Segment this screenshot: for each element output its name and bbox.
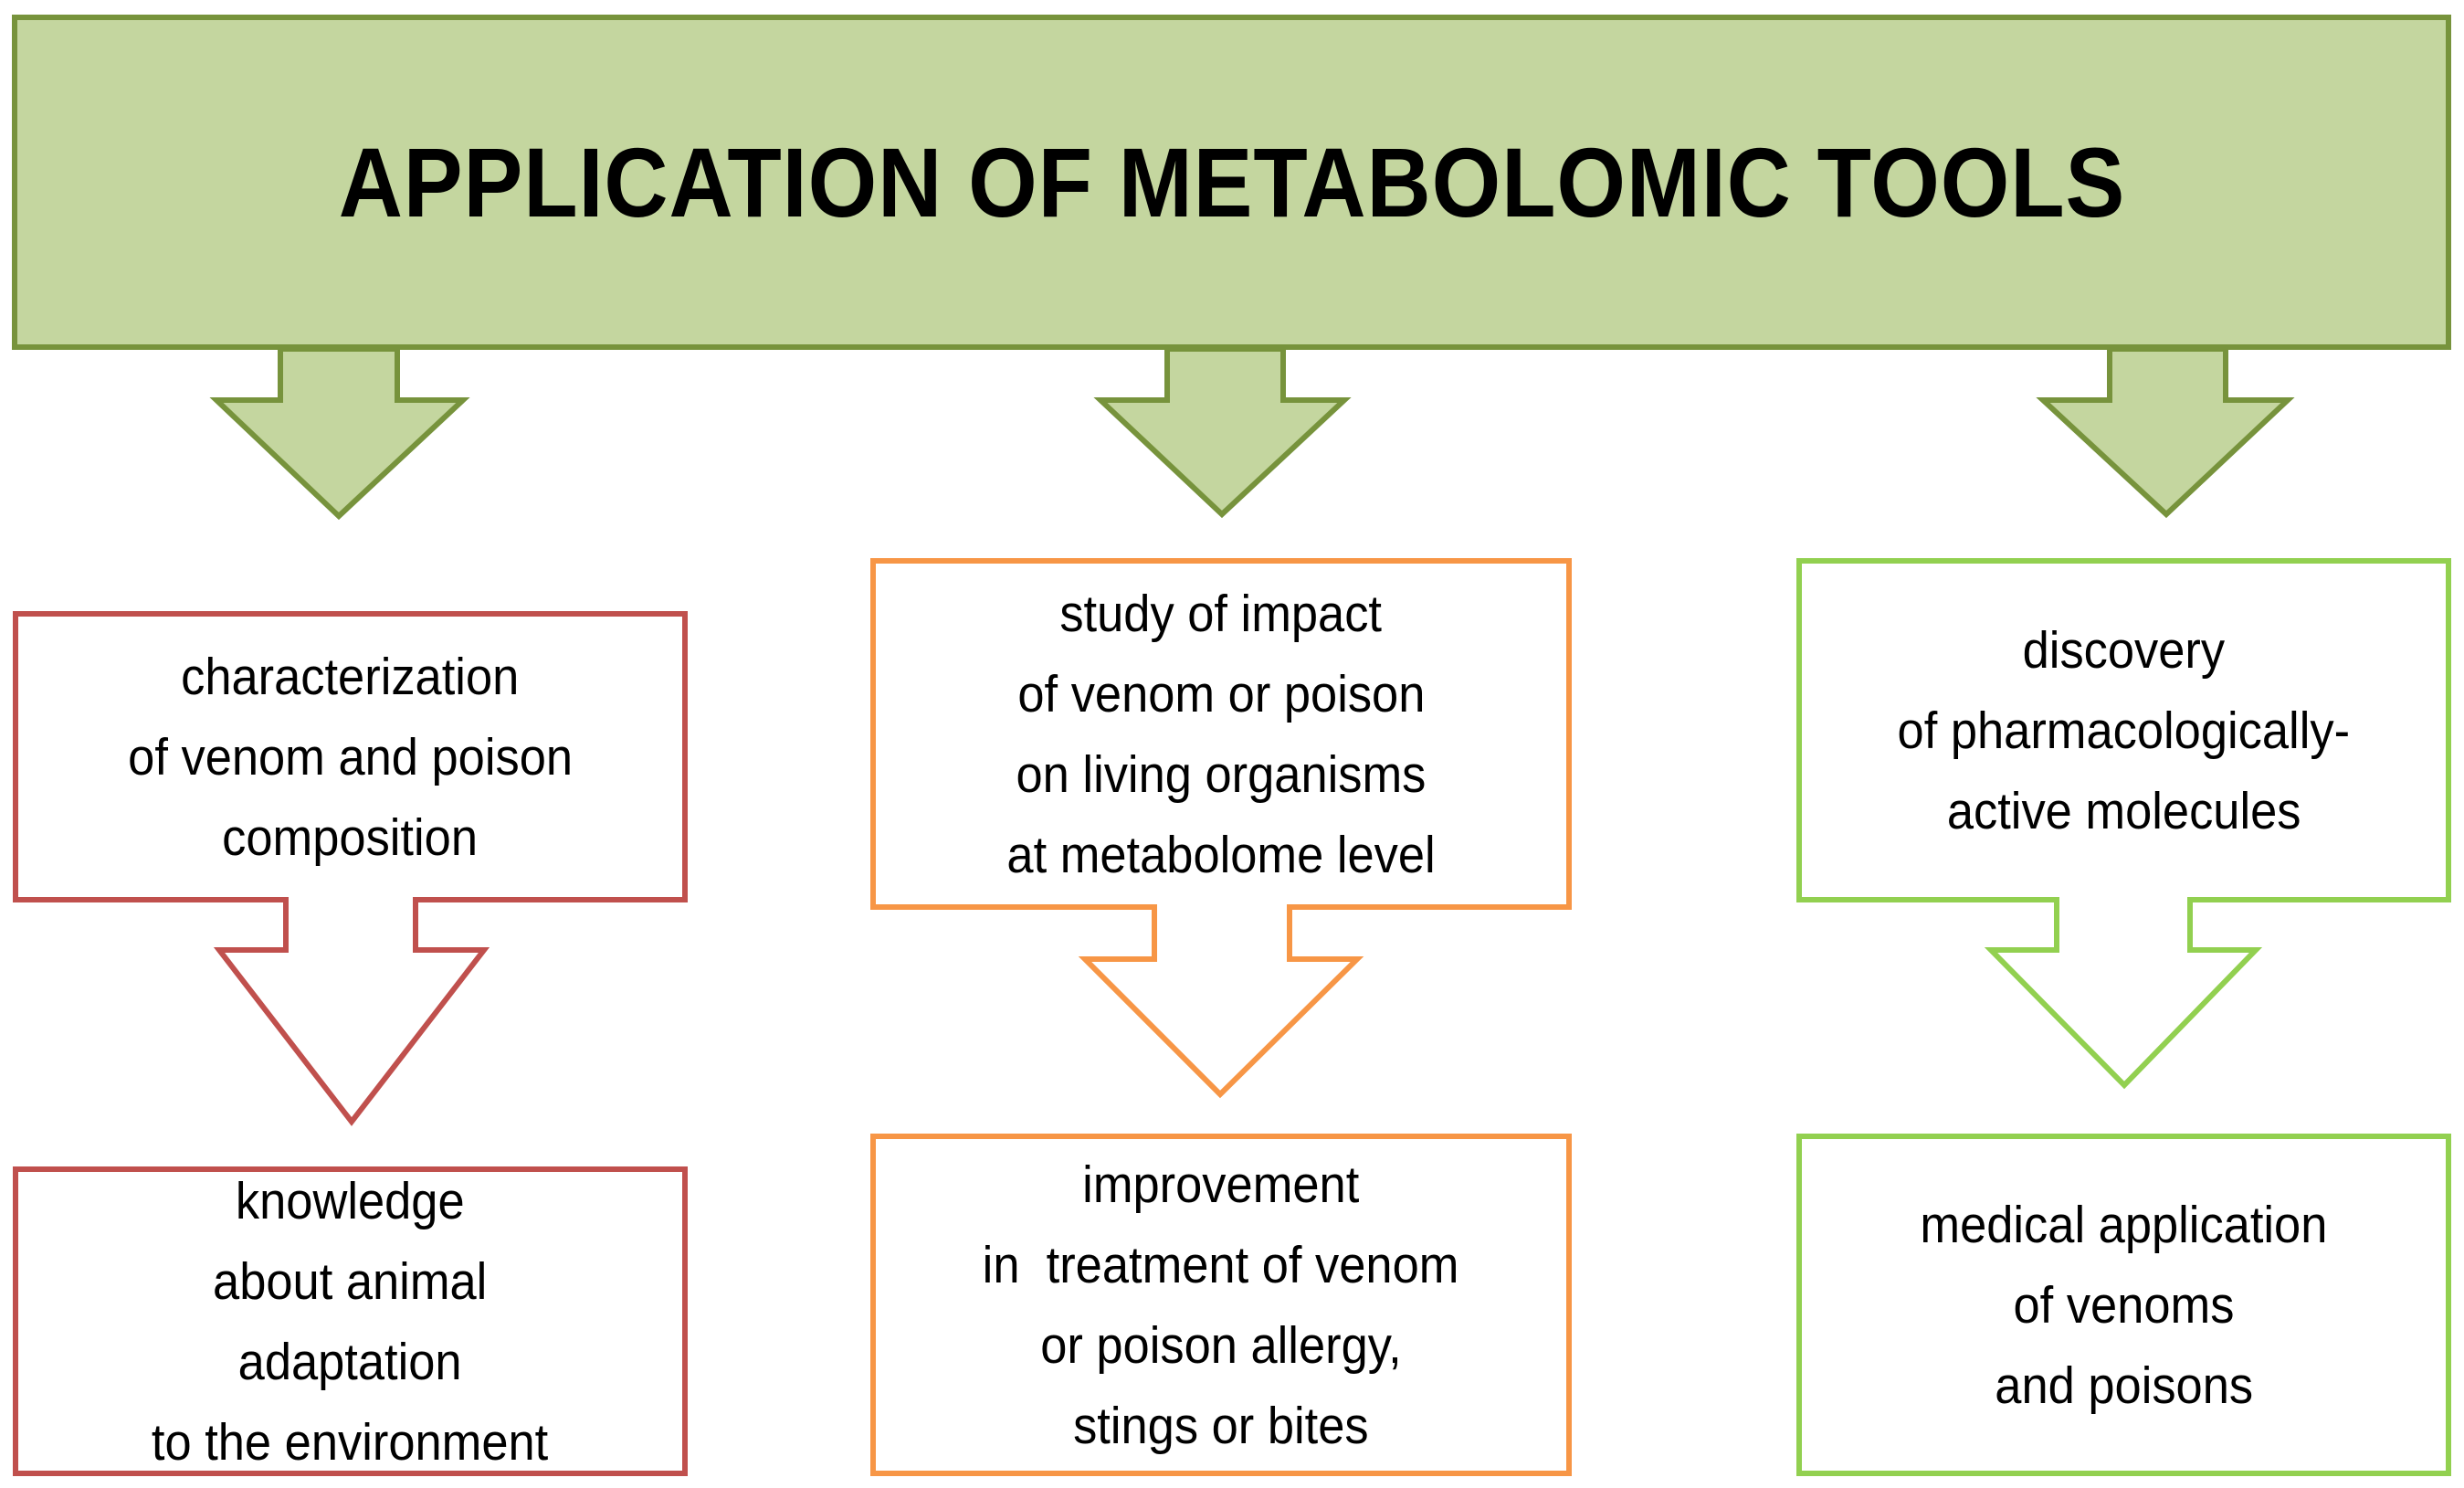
box-line: at metabolome level <box>1006 825 1436 884</box>
box-line: to the environment <box>152 1412 549 1472</box>
down-arrow-icon <box>1100 349 1344 514</box>
box-line: composition <box>222 807 479 867</box>
box-medical-application <box>1799 1136 2448 1473</box>
box-knowledge-adaptation <box>16 1169 685 1473</box>
box-characterization <box>16 614 685 900</box>
box-study-impact <box>873 561 1569 907</box>
box-line: on living organisms <box>1016 744 1427 804</box>
box-line: knowledge <box>236 1171 465 1230</box>
box-line: about animal <box>213 1251 488 1311</box>
box-line: of venom or poison <box>1017 664 1425 723</box>
box-line: discovery <box>2022 620 2226 680</box>
box-line: of pharmacologically- <box>1897 701 2351 760</box>
box-line: or poison allergy, <box>1040 1315 1402 1375</box>
box-line: and poisons <box>1995 1356 2253 1415</box>
box-discovery <box>1799 561 2448 900</box>
box-line: active molecules <box>1946 781 2301 840</box>
down-arrow-icon <box>2043 349 2288 514</box>
box-line: medical application <box>1920 1195 2328 1254</box>
box-improvement-treatment <box>873 1136 1569 1473</box>
box-line: of venoms <box>2013 1275 2235 1335</box>
box-line: improvement <box>1082 1155 1360 1214</box>
diagram-title: APPLICATION OF METABOLOMIC TOOLS <box>338 127 2125 237</box>
title-box <box>13 16 2450 349</box>
box-line: adaptation <box>238 1332 462 1391</box>
box-line: study of impact <box>1059 584 1383 643</box>
box-line: in treatment of venom <box>983 1235 1459 1294</box>
box-line: stings or bites <box>1073 1396 1369 1455</box>
box-line: of venom and poison <box>128 727 573 786</box>
down-arrow-icon <box>216 349 463 516</box>
box-line: characterization <box>181 647 520 706</box>
